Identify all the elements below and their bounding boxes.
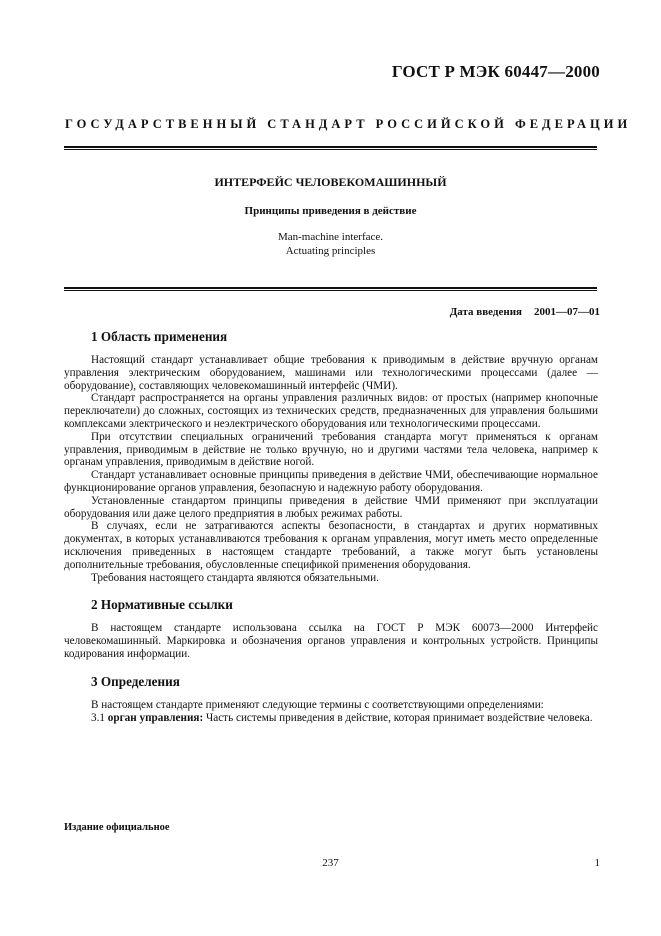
section-2-paragraph: В настоящем стандарте использована ссылка на ГОСТ Р МЭК 60073—2000 Интерфейс человекомашинный. Маркировка и обозначения органов управления и контрольных устройств. Принципы кодирования информации. [64, 622, 598, 660]
top-thick-rule [64, 146, 597, 148]
state-standard-heading: ГОСУДАРСТВЕННЫЙ СТАНДАРТ РОССИЙСКОЙ ФЕДЕРАЦИИ [65, 117, 632, 131]
section-3-heading: 3 Определения [91, 673, 180, 689]
introduction-date [450, 306, 600, 318]
top-thin-rule [64, 149, 597, 150]
section-1-paragraph: При отсутствии специальных ограничений требования стандарта могут применяться к органам управления, приводимым в действие не только вручную, но и другими частями тела человека, например к органам управления, приводимым в действие ногой. [64, 430, 598, 469]
page-number-center: 237 [322, 857, 339, 869]
section-1-heading: 1 Область применения [91, 329, 228, 344]
bottom-thin-rule [64, 290, 597, 291]
bottom-thick-rule [64, 287, 597, 289]
english-title-line-1: Man-machine interface. [277, 231, 384, 243]
definition-number: 3.1 [91, 711, 105, 724]
section-1-paragraph: Стандарт распространяется на органы управления различных видов: от простых (например кнопочные переключатели) до сложных, состоящих из технических средств, предназначенных для управления большими комплексами электрического и неэлектрического оборудования или технологическими процессами. [64, 392, 598, 430]
section-1-paragraph: В случаях, если не затрагиваются аспекты безопасности, в стандартах и других нормативных документах, в которых устанавливаются требования к органам управления, могут иметь место определенные исключения приведенных в настоящем стандарте требований, а также могут быть установлены дополнительные требования, обусловленные спецификой применения оборудования. [64, 520, 598, 571]
document-subtitle: Принципы приведения в действие [244, 205, 417, 217]
section-3-paragraph: В настоящем стандарте применяют следующие термины с соответствующими определениями: [91, 698, 544, 711]
section-1-paragraph: Требования настоящего стандарта являются обязательными. [91, 571, 379, 584]
page-number-right: 1 [594, 857, 600, 869]
definition-text: Часть системы приведения в действие, которая принимает воздействие человека. [205, 711, 593, 724]
english-title-line-2: Actuating principles [285, 245, 376, 257]
official-edition-note: Издание официальное [64, 822, 170, 833]
section-1-paragraph: Настоящий стандарт устанавливает общие требования к приводимым в действие вручную органам управления электрическим оборудованием, машинами или технологическими процессами (далее — оборудование), составляющих человекомашинный интерфейс (ЧМИ). [64, 354, 598, 392]
document-title: ИНТЕРФЕЙС ЧЕЛОВЕКОМАШИННЫЙ [214, 175, 447, 189]
english-title [64, 230, 597, 258]
document-body [64, 328, 598, 724]
introduction-date-value: 2001—07—01 [534, 306, 600, 318]
definition-3-1 [64, 712, 598, 725]
section-1-paragraph: Установленные стандартом принципы приведения в действие ЧМИ применяют при эксплуатации оборудования или даже целого предприятия в любых режимах работы. [64, 494, 598, 520]
definition-term: орган управления: [107, 711, 204, 724]
section-1-paragraph: Стандарт устанавливает основные принципы приведения в действие ЧМИ, обеспечивающие нормальное функционирование органов управления, безопасную и надежную работу оборудования. [64, 469, 598, 494]
section-2-heading: 2 Нормативные ссылки [91, 597, 233, 613]
standard-number: ГОСТ Р МЭК 60447—2000 [391, 62, 600, 81]
introduction-date-label: Дата введения [449, 306, 522, 318]
